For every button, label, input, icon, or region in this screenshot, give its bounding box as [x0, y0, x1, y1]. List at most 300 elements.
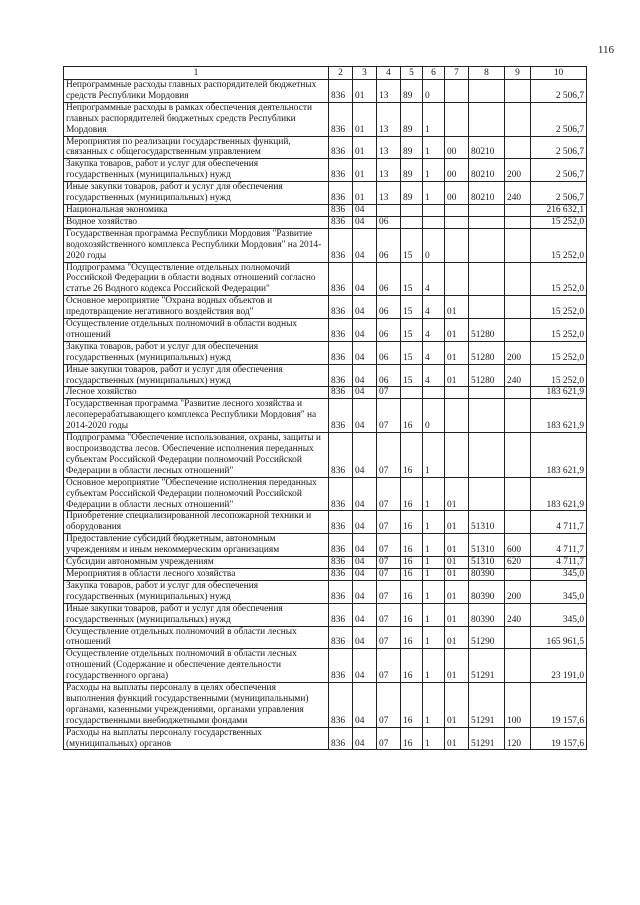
code-cell: 13: [377, 80, 401, 103]
code-cell: 836: [329, 649, 353, 683]
code-cell: 07: [377, 477, 401, 511]
code-cell: [469, 433, 505, 478]
code-cell: 80210: [469, 182, 505, 205]
code-cell: [423, 216, 445, 228]
code-cell: 04: [353, 557, 377, 569]
header-cell: 4: [377, 67, 401, 80]
code-cell: [445, 80, 469, 103]
table-row: [64, 477, 587, 511]
code-cell: [505, 399, 531, 433]
code-cell: [445, 204, 469, 216]
code-cell: 01: [353, 102, 377, 136]
code-cell: 51291: [469, 727, 505, 750]
code-cell: 836: [329, 568, 353, 580]
table-row: [64, 626, 587, 649]
code-cell: 07: [377, 603, 401, 626]
row-name-cell: Субсидии автономным учреждениям: [64, 557, 329, 569]
code-cell: 836: [329, 228, 353, 262]
amount-cell: 4 711,7: [531, 534, 587, 557]
header-cell: 6: [423, 67, 445, 80]
code-cell: [505, 296, 531, 319]
table-row: [64, 296, 587, 319]
code-cell: 04: [353, 228, 377, 262]
code-cell: [445, 216, 469, 228]
code-cell: 200: [505, 580, 531, 603]
code-cell: 1: [423, 580, 445, 603]
code-cell: 16: [401, 511, 423, 534]
table-row: [64, 649, 587, 683]
code-cell: 07: [377, 727, 401, 750]
code-cell: 89: [401, 182, 423, 205]
code-cell: [505, 262, 531, 296]
code-cell: [469, 80, 505, 103]
code-cell: 07: [377, 649, 401, 683]
code-cell: 01: [445, 649, 469, 683]
code-cell: 04: [353, 603, 377, 626]
code-cell: 07: [377, 433, 401, 478]
code-cell: 01: [445, 580, 469, 603]
code-cell: [505, 319, 531, 342]
code-cell: 01: [353, 80, 377, 103]
code-cell: 51280: [469, 364, 505, 387]
code-cell: [445, 102, 469, 136]
code-cell: [505, 136, 531, 159]
amount-cell: 183 621,9: [531, 433, 587, 478]
amount-cell: 2 506,7: [531, 182, 587, 205]
code-cell: 16: [401, 399, 423, 433]
amount-cell: 15 252,0: [531, 216, 587, 228]
amount-cell: 183 621,9: [531, 387, 587, 399]
table-header-row: [64, 67, 587, 80]
table-row: [64, 727, 587, 750]
code-cell: 04: [353, 216, 377, 228]
code-cell: 16: [401, 477, 423, 511]
code-cell: 0: [423, 228, 445, 262]
code-cell: 836: [329, 727, 353, 750]
amount-cell: 183 621,9: [531, 477, 587, 511]
amount-cell: 345,0: [531, 580, 587, 603]
code-cell: 01: [445, 557, 469, 569]
code-cell: 04: [353, 477, 377, 511]
row-name-cell: Лесное хозяйство: [64, 387, 329, 399]
code-cell: 836: [329, 477, 353, 511]
code-cell: 836: [329, 683, 353, 728]
code-cell: 04: [353, 626, 377, 649]
table-row: [64, 568, 587, 580]
code-cell: [469, 204, 505, 216]
code-cell: 51310: [469, 534, 505, 557]
table-row: [64, 228, 587, 262]
row-name-cell: Государственная программа "Развитие лесного хозяйства и лесоперерабатывающего комплекса Республики Мордовия" на 2014-2020 годы: [64, 399, 329, 433]
row-name-cell: Расходы на выплаты персоналу государственных (муниципальных) органов: [64, 727, 329, 750]
code-cell: 836: [329, 511, 353, 534]
code-cell: 06: [377, 262, 401, 296]
code-cell: 07: [377, 534, 401, 557]
code-cell: 15: [401, 262, 423, 296]
code-cell: 1: [423, 683, 445, 728]
code-cell: [445, 433, 469, 478]
code-cell: [505, 80, 531, 103]
code-cell: 836: [329, 626, 353, 649]
code-cell: 4: [423, 262, 445, 296]
code-cell: [505, 511, 531, 534]
code-cell: [505, 216, 531, 228]
code-cell: 89: [401, 159, 423, 182]
code-cell: 07: [377, 626, 401, 649]
table-row: [64, 102, 587, 136]
code-cell: 89: [401, 102, 423, 136]
amount-cell: 2 506,7: [531, 80, 587, 103]
code-cell: 1: [423, 182, 445, 205]
code-cell: 04: [353, 387, 377, 399]
code-cell: 600: [505, 534, 531, 557]
amount-cell: 15 252,0: [531, 341, 587, 364]
code-cell: 1: [423, 626, 445, 649]
code-cell: 04: [353, 649, 377, 683]
code-cell: 06: [377, 296, 401, 319]
code-cell: 13: [377, 102, 401, 136]
code-cell: [469, 477, 505, 511]
code-cell: 836: [329, 364, 353, 387]
row-name-cell: Приобретение специализированной лесопожарной техники и оборудования: [64, 511, 329, 534]
amount-cell: 15 252,0: [531, 262, 587, 296]
table-row: [64, 511, 587, 534]
code-cell: 51291: [469, 683, 505, 728]
code-cell: [469, 262, 505, 296]
code-cell: [377, 204, 401, 216]
code-cell: [505, 626, 531, 649]
code-cell: 13: [377, 136, 401, 159]
code-cell: 04: [353, 580, 377, 603]
table-row: [64, 580, 587, 603]
code-cell: 836: [329, 534, 353, 557]
code-cell: 240: [505, 603, 531, 626]
code-cell: 01: [445, 534, 469, 557]
code-cell: 16: [401, 649, 423, 683]
table-row: [64, 433, 587, 478]
code-cell: 04: [353, 683, 377, 728]
code-cell: 836: [329, 102, 353, 136]
code-cell: 89: [401, 136, 423, 159]
code-cell: 04: [353, 568, 377, 580]
header-cell: 10: [531, 67, 587, 80]
code-cell: 16: [401, 683, 423, 728]
code-cell: [445, 387, 469, 399]
code-cell: [423, 387, 445, 399]
code-cell: 51290: [469, 626, 505, 649]
code-cell: [469, 296, 505, 319]
amount-cell: 15 252,0: [531, 228, 587, 262]
code-cell: 07: [377, 568, 401, 580]
code-cell: 51280: [469, 341, 505, 364]
code-cell: 01: [445, 727, 469, 750]
table-row: [64, 182, 587, 205]
code-cell: 80390: [469, 580, 505, 603]
row-name-cell: Мероприятия в области лесного хозяйства: [64, 568, 329, 580]
code-cell: 01: [353, 159, 377, 182]
row-name-cell: Закупка товаров, работ и услуг для обеспечения государственных (муниципальных) нужд: [64, 580, 329, 603]
code-cell: 15: [401, 341, 423, 364]
code-cell: 240: [505, 182, 531, 205]
code-cell: [505, 649, 531, 683]
code-cell: 1: [423, 603, 445, 626]
code-cell: 200: [505, 341, 531, 364]
code-cell: 80390: [469, 568, 505, 580]
code-cell: 01: [445, 511, 469, 534]
amount-cell: 2 506,7: [531, 159, 587, 182]
code-cell: [445, 228, 469, 262]
code-cell: 836: [329, 262, 353, 296]
code-cell: 16: [401, 568, 423, 580]
amount-cell: 345,0: [531, 568, 587, 580]
code-cell: 01: [445, 603, 469, 626]
amount-cell: 23 191,0: [531, 649, 587, 683]
amount-cell: 4 711,7: [531, 557, 587, 569]
row-name-cell: Осуществление отдельных полномочий в области лесных отношений (Содержание и обеспечение деятельности государственного органа): [64, 649, 329, 683]
code-cell: 04: [353, 433, 377, 478]
table-row: [64, 216, 587, 228]
code-cell: 51310: [469, 557, 505, 569]
table-row: [64, 534, 587, 557]
code-cell: 07: [377, 387, 401, 399]
code-cell: 01: [445, 319, 469, 342]
code-cell: 4: [423, 341, 445, 364]
code-cell: 01: [353, 182, 377, 205]
row-name-cell: Основное мероприятие "Охрана водных объектов и предотвращение негативного воздействия вод": [64, 296, 329, 319]
header-cell: 1: [64, 67, 329, 80]
table-row: [64, 387, 587, 399]
code-cell: 836: [329, 603, 353, 626]
code-cell: 01: [445, 296, 469, 319]
table-row: [64, 80, 587, 103]
code-cell: [505, 433, 531, 478]
code-cell: 836: [329, 204, 353, 216]
code-cell: 16: [401, 433, 423, 478]
code-cell: 06: [377, 319, 401, 342]
row-name-cell: Непрограммные расходы главных распорядителей бюджетных средств Республики Мордовия: [64, 80, 329, 103]
row-name-cell: Подпрограмма "Осуществление отдельных полномочий Российской Федерации в области водных отношений согласно статье 26 Водного кодекса Российской Федерации": [64, 262, 329, 296]
code-cell: 07: [377, 580, 401, 603]
code-cell: 1: [423, 727, 445, 750]
code-cell: 13: [377, 159, 401, 182]
code-cell: [401, 387, 423, 399]
code-cell: 13: [377, 182, 401, 205]
code-cell: 836: [329, 341, 353, 364]
code-cell: 836: [329, 387, 353, 399]
code-cell: 01: [445, 364, 469, 387]
row-name-cell: Мероприятия по реализации государственных функций, связанных с общегосударственным управлением: [64, 136, 329, 159]
header-cell: 3: [353, 67, 377, 80]
code-cell: 836: [329, 159, 353, 182]
code-cell: 04: [353, 296, 377, 319]
row-name-cell: Предоставление субсидий бюджетным, автономным учреждениям и иным некоммерческим организациям: [64, 534, 329, 557]
code-cell: [505, 387, 531, 399]
code-cell: 16: [401, 603, 423, 626]
code-cell: 80210: [469, 159, 505, 182]
row-name-cell: Закупка товаров, работ и услуг для обеспечения государственных (муниципальных) нужд: [64, 341, 329, 364]
code-cell: 51291: [469, 649, 505, 683]
code-cell: 01: [445, 477, 469, 511]
code-cell: 0: [423, 399, 445, 433]
table-row: [64, 319, 587, 342]
header-cell: 7: [445, 67, 469, 80]
code-cell: 04: [353, 262, 377, 296]
row-name-cell: Закупка товаров, работ и услуг для обеспечения государственных (муниципальных) нужд: [64, 159, 329, 182]
code-cell: 240: [505, 364, 531, 387]
code-cell: 51310: [469, 511, 505, 534]
amount-cell: 2 506,7: [531, 102, 587, 136]
header-cell: 2: [329, 67, 353, 80]
code-cell: [445, 262, 469, 296]
code-cell: 51280: [469, 319, 505, 342]
code-cell: 1: [423, 511, 445, 534]
table-row: [64, 262, 587, 296]
code-cell: 836: [329, 296, 353, 319]
code-cell: 16: [401, 580, 423, 603]
code-cell: 00: [445, 159, 469, 182]
header-cell: 9: [505, 67, 531, 80]
code-cell: 04: [353, 204, 377, 216]
code-cell: 01: [445, 683, 469, 728]
code-cell: [445, 399, 469, 433]
code-cell: 1: [423, 159, 445, 182]
code-cell: 04: [353, 511, 377, 534]
amount-cell: 165 961,5: [531, 626, 587, 649]
code-cell: [469, 387, 505, 399]
code-cell: 01: [445, 341, 469, 364]
code-cell: [423, 204, 445, 216]
row-name-cell: Осуществление отдельных полномочий в области лесных отношений: [64, 626, 329, 649]
header-cell: 5: [401, 67, 423, 80]
code-cell: [469, 102, 505, 136]
amount-cell: 345,0: [531, 603, 587, 626]
table-row: [64, 204, 587, 216]
code-cell: 04: [353, 319, 377, 342]
amount-cell: 15 252,0: [531, 364, 587, 387]
code-cell: [505, 204, 531, 216]
code-cell: 06: [377, 228, 401, 262]
code-cell: 00: [445, 182, 469, 205]
table-row: [64, 159, 587, 182]
code-cell: 0: [423, 80, 445, 103]
row-name-cell: Расходы на выплаты персоналу в целях обеспечения выполнения функций государственными (муниципальными) органами, казенными учреждениями, органами управления государственными внебюджетными фондами: [64, 683, 329, 728]
amount-cell: 216 632,1: [531, 204, 587, 216]
code-cell: 07: [377, 399, 401, 433]
row-name-cell: Национальная экономика: [64, 204, 329, 216]
code-cell: [505, 228, 531, 262]
row-name-cell: Непрограммные расходы в рамках обеспечения деятельности главных распорядителей бюджетных средств Республики Мордовия: [64, 102, 329, 136]
row-name-cell: Осуществление отдельных полномочий в области водных отношений: [64, 319, 329, 342]
row-name-cell: Иные закупки товаров, работ и услуг для обеспечения государственных (муниципальных) нужд: [64, 364, 329, 387]
table-row: [64, 399, 587, 433]
code-cell: [469, 216, 505, 228]
code-cell: 04: [353, 727, 377, 750]
code-cell: 06: [377, 364, 401, 387]
table-row: [64, 364, 587, 387]
code-cell: 836: [329, 580, 353, 603]
code-cell: 06: [377, 341, 401, 364]
table-row: [64, 136, 587, 159]
code-cell: [401, 204, 423, 216]
row-name-cell: Государственная программа Республики Мордовия "Развитие водохозяйственного комплекса Республики Мордовия" на 2014-2020 годы: [64, 228, 329, 262]
code-cell: 07: [377, 557, 401, 569]
amount-cell: 2 506,7: [531, 136, 587, 159]
code-cell: 04: [353, 364, 377, 387]
code-cell: 80210: [469, 136, 505, 159]
page-number: 116: [597, 44, 614, 56]
header-cell: 8: [469, 67, 505, 80]
code-cell: 01: [353, 136, 377, 159]
code-cell: 836: [329, 433, 353, 478]
code-cell: [469, 399, 505, 433]
code-cell: 15: [401, 228, 423, 262]
table-row: [64, 341, 587, 364]
row-name-cell: Основное мероприятие "Обеспечение исполнения переданных субъектам Российской Федерации полномочий Российской Федерации в области лесных отношений": [64, 477, 329, 511]
code-cell: 4: [423, 319, 445, 342]
code-cell: 120: [505, 727, 531, 750]
table-row: [64, 683, 587, 728]
code-cell: 836: [329, 182, 353, 205]
code-cell: 200: [505, 159, 531, 182]
code-cell: [505, 477, 531, 511]
code-cell: [401, 216, 423, 228]
row-name-cell: Иные закупки товаров, работ и услуг для обеспечения государственных (муниципальных) нужд: [64, 603, 329, 626]
code-cell: 836: [329, 557, 353, 569]
code-cell: 1: [423, 649, 445, 683]
code-cell: 1: [423, 136, 445, 159]
code-cell: 4: [423, 296, 445, 319]
table-row: [64, 557, 587, 569]
code-cell: 04: [353, 341, 377, 364]
amount-cell: 4 711,7: [531, 511, 587, 534]
code-cell: 15: [401, 364, 423, 387]
code-cell: 836: [329, 319, 353, 342]
code-cell: 07: [377, 683, 401, 728]
code-cell: 836: [329, 216, 353, 228]
code-cell: 1: [423, 534, 445, 557]
code-cell: 80390: [469, 603, 505, 626]
amount-cell: 15 252,0: [531, 296, 587, 319]
code-cell: 00: [445, 136, 469, 159]
row-name-cell: Водное хозяйство: [64, 216, 329, 228]
amount-cell: 15 252,0: [531, 319, 587, 342]
code-cell: 1: [423, 557, 445, 569]
row-name-cell: Иные закупки товаров, работ и услуг для обеспечения государственных (муниципальных) нужд: [64, 182, 329, 205]
budget-table: [63, 66, 587, 750]
code-cell: 07: [377, 511, 401, 534]
code-cell: 16: [401, 534, 423, 557]
code-cell: [469, 228, 505, 262]
code-cell: 16: [401, 557, 423, 569]
code-cell: 16: [401, 727, 423, 750]
code-cell: 04: [353, 399, 377, 433]
table-body: [64, 80, 587, 750]
code-cell: 01: [445, 568, 469, 580]
code-cell: 1: [423, 477, 445, 511]
code-cell: 16: [401, 626, 423, 649]
code-cell: 836: [329, 80, 353, 103]
table-row: [64, 603, 587, 626]
amount-cell: 183 621,9: [531, 399, 587, 433]
row-name-cell: Подпрограмма "Обеспечение использования, охраны, защиты и воспроизводства лесов. Обеспечение исполнения переданных субъектам Российской Федерации полномочий Российской Федерации в области лесных отношений": [64, 433, 329, 478]
code-cell: 89: [401, 80, 423, 103]
code-cell: [505, 568, 531, 580]
code-cell: 15: [401, 296, 423, 319]
code-cell: 04: [353, 534, 377, 557]
code-cell: 836: [329, 399, 353, 433]
amount-cell: 19 157,6: [531, 683, 587, 728]
code-cell: 01: [445, 626, 469, 649]
